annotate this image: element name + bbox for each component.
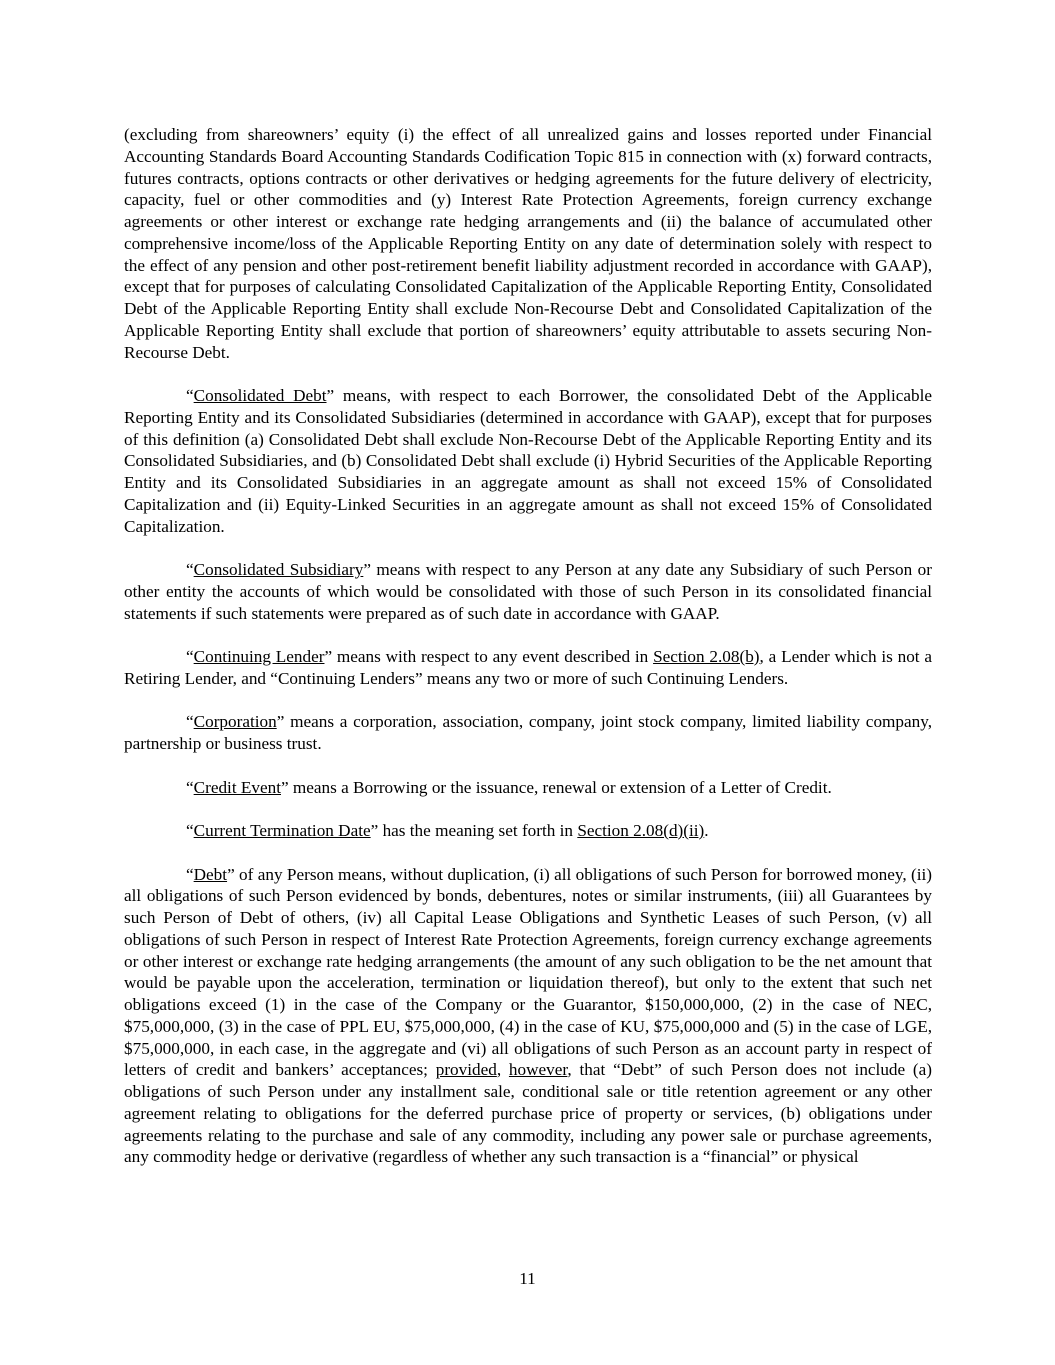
defined-term: Debt [193, 864, 228, 884]
definition-text: , a Lender which is not a Retiring Lender, and “Continuing Lenders” means any two or more of such Continuing Lenders. [124, 647, 932, 688]
definition-text: ” means, with respect to each Borrower, the consolidated Debt of the Applicable Reporting Entity and its Consolidated Subsidiaries (determined in accordance with GAAP), except that for purposes of this definition (a) Consolidated Debt shall exclude Non-Recourse Debt of the Applicable Reporting Entity and its Consolidated Subsidiaries, and (b) Consolidated Debt shall exclude (i) Hybrid Securities of the Applicable Reporting Entity and its Consolidated Subsidiaries in an aggregate amount as shall not exceed 15% of Consolidated Capitalization and (ii) Equity-Linked Securities in an aggregate amount as shall not exceed 15% of Consolidated Capitalization. [124, 386, 932, 536]
section-reference: Section 2.08(d)(ii) [577, 821, 705, 840]
section-reference: Section 2.08(b) [653, 647, 760, 666]
however-term: however [508, 1060, 568, 1080]
definition-text: ” has the meaning set forth in [370, 821, 578, 840]
definition-text: ” means a Borrowing or the issuance, renewal or extension of a Letter of Credit. [281, 777, 832, 797]
page-number: 11 [519, 1269, 536, 1288]
defined-term: Credit Event [193, 777, 281, 797]
definition-current-termination-date [124, 820, 932, 842]
open-quote: “ [186, 647, 194, 666]
open-quote: “ [186, 777, 194, 797]
open-quote: “ [186, 864, 194, 884]
open-quote: “ [186, 712, 194, 732]
open-quote: “ [186, 560, 194, 579]
defined-term: Corporation [193, 712, 277, 732]
definition-continuing-lender [124, 646, 932, 690]
open-quote: “ [186, 386, 194, 405]
definition-consolidated-debt [124, 385, 932, 537]
definition-debt [124, 864, 932, 1169]
definition-credit-event [124, 777, 932, 799]
definition-text: ” means with respect to any event described in [324, 647, 654, 666]
defined-term: Consolidated Debt [193, 386, 327, 405]
definition-text: . [704, 821, 709, 840]
provided-term: provided [435, 1060, 497, 1080]
definition-text: ” means with respect to any Person at any date any Subsidiary of such Person or other entity the accounts of which would be consolidated with those of such Person in its consolidated financial statements if such statements were prepared as of such date in accordance with GAAP. [124, 560, 932, 623]
document-page [124, 124, 932, 1190]
definition-text: , that “Debt” of such Person does not include (a) obligations of such Person under any installment sale, conditional sale or title retention agreement or any other agreement relating to obligations for the deferred purchase price of property or services, (b) obligations under agreements relating to the purchase and sale of any commodity, including any power sale or purchase agreements, any commodity hedge or derivative (regardless of whether any such transaction is a “financial” or physical [124, 1060, 933, 1167]
paragraph-text: (excluding from shareowners’ equity (i) the effect of all unrealized gains and losses reported under Financial Accounting Standards Board Accounting Standards Codification Topic 815 in connection with (x) forward contracts, futures contracts, options contracts or other derivatives or hedging agreements for the future delivery of electricity, capacity, fuel or other commodities and (y) Interest Rate Protection Agreements, foreign currency exchange agreements or other interest or exchange rate hedging arrangements and (ii) the balance of accumulated other comprehensive income/loss of the Applicable Reporting Entity on any date of determination solely with respect to the effect of any pension and other post-retirement benefit liability adjustment recorded in accordance with GAAP), except that for purposes of calculating Consolidated Capitalization of the Applicable Reporting Entity, Consolidated Debt of the Applicable Reporting Entity shall exclude Non-Recourse Debt and Consolidated Capitalization of the Applicable Reporting Entity shall exclude that portion of shareowners’ equity attributable to assets securing Non-Recourse Debt. [124, 125, 932, 362]
paragraph-consolidated-capitalization-continued [124, 124, 932, 363]
open-quote: “ [186, 821, 194, 840]
separator-text: , [496, 1060, 509, 1080]
definition-text: ” means a corporation, association, company, joint stock company, limited liability company, partnership or business trust. [124, 712, 932, 753]
defined-term: Consolidated Subsidiary [193, 560, 364, 579]
definition-text: ” of any Person means, without duplication, (i) all obligations of such Person for borrowed money, (ii) all obligations of such Person evidenced by bonds, debentures, notes or similar instruments, (iii) all Guarantees by such Person of Debt of others, (iv) all Capital Lease Obligations and Synthetic Leases of such Person, (v) all obligations of such Person in respect of Interest Rate Protection Agreements, foreign currency exchange agreements or other interest or exchange rate hedging arrangements (the amount of any such obligation to be the net amount that would be payable upon the acceleration, termination or liquidation thereof), but only to the extent that such net obligations exceed (1) in the case of the Company or the Guarantor, $150,000,000, (2) in the case of NEC, $75,000,000, (3) in the case of PPL EU, $75,000,000, (4) in the case of KU, $75,000,000 and (5) in the case of LGE, $75,000,000, in each case, in the aggregate and (vi) all obligations of such Person as an account party in respect of letters of credit and bankers’ acceptances; [124, 864, 932, 1080]
definition-consolidated-subsidiary [124, 559, 932, 624]
definition-corporation [124, 711, 932, 755]
defined-term: Continuing Lender [193, 647, 325, 666]
defined-term: Current Termination Date [193, 821, 371, 840]
